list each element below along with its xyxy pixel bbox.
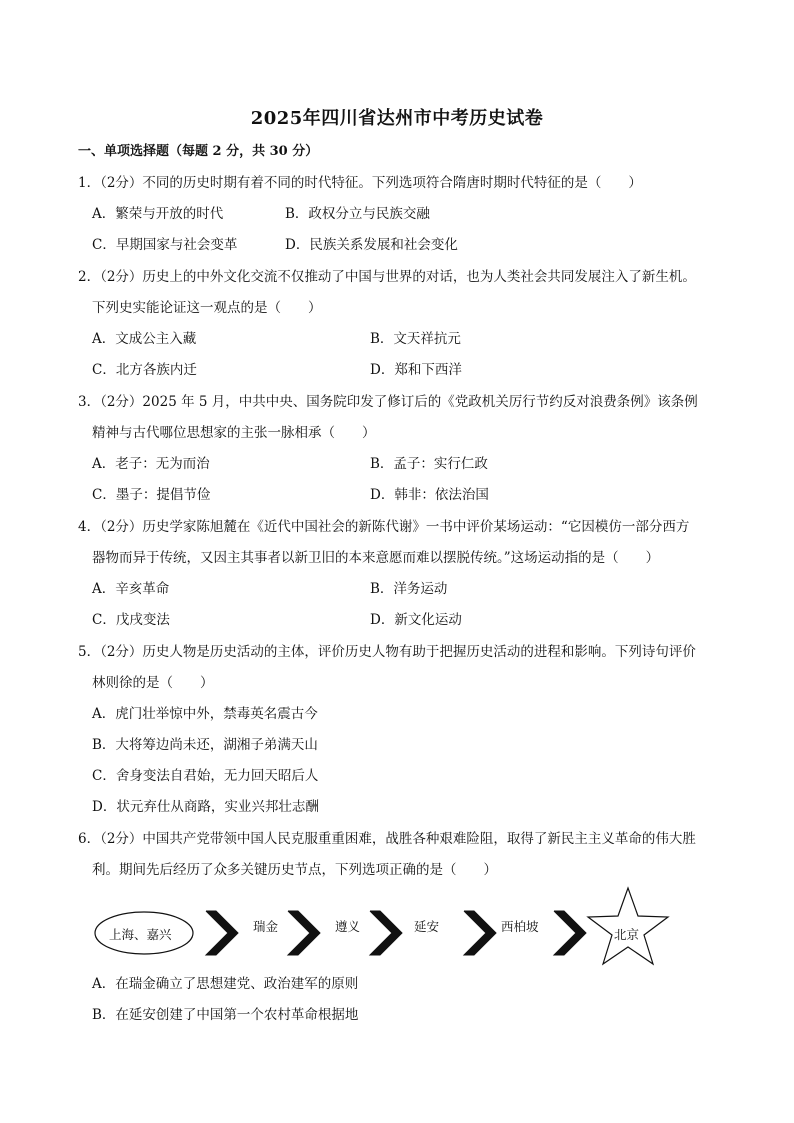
chevron-arrow-icon: [464, 911, 496, 955]
q3-option-c: C．墨子：提倡节俭: [92, 487, 211, 503]
q3-option-b: B．孟子：实行仁政: [370, 456, 488, 472]
q3-option-d: D．韩非：依法治国: [370, 487, 489, 503]
q3-option-a: A．老子：无为而治: [92, 456, 210, 472]
q5-option-c: C．舍身变法自君始，无力回天昭后人: [92, 768, 319, 784]
q4-stem-line1: 4．（2分）历史学家陈旭麓在《近代中国社会的新陈代谢》一书中评价某场运动：“它因模仿一部分西方: [78, 519, 690, 535]
q2-option-c: C．北方各族内迁: [92, 362, 197, 378]
chevron-arrow-icon: [370, 911, 402, 955]
q4-option-c: C．戊戌变法: [92, 612, 170, 628]
q6-stem-line2: 利。期间先后经历了众多关键历史节点，下列选项正确的是（ ）: [92, 862, 497, 878]
q3-stem-line1: 3．（2分）2025 年 5 月，中共中央、国务院印发了修订后的《党政机关厉行节约反对浪费条例》该条例: [78, 394, 698, 410]
flow-node-zunyi: 遵义: [335, 919, 361, 934]
q2-option-b: B．文天祥抗元: [370, 331, 461, 347]
q6-option-a: A．在瑞金确立了思想建党、政治建军的原则: [92, 976, 359, 992]
q1-stem: 1．（2分）不同的历史时期有着不同的时代特征。下列选项符合隋唐时期时代特征的是（ ）: [78, 175, 642, 191]
q1-option-a: A．繁荣与开放的时代: [92, 206, 224, 222]
chevron-arrow-icon: [206, 911, 238, 955]
flow-node-beijing: 北京: [614, 927, 640, 942]
q5-option-b: B．大将筹边尚未还，湖湘子弟满天山: [92, 737, 318, 753]
q2-option-d: D．郑和下西洋: [370, 362, 462, 378]
q5-stem-line1: 5．（2分）历史人物是历史活动的主体，评价历史人物有助于把握历史活动的进程和影响。下列诗句评价: [78, 644, 696, 660]
q4-stem-line2: 器物而异于传统，又因主其事者以新卫旧的本来意愿而难以摆脱传统。”这场运动指的是（ ）: [92, 550, 660, 566]
flow-node-ruijin: 瑞金: [253, 919, 279, 934]
page-title: 2025年四川省达州市中考历史试卷: [250, 108, 544, 129]
q6-stem-line1: 6．（2分）中国共产党带领中国人民克服重重困难，战胜各种艰难险阻，取得了新民主主义革命的伟大胜: [78, 831, 696, 847]
section-heading: 一、单项选择题（每题 2 分，共 30 分）: [78, 144, 319, 159]
q2-stem-line1: 2．（2分）历史上的中外文化交流不仅推动了中国与世界的对话，也为人类社会共同发展注入了新生机。: [78, 269, 696, 285]
q5-option-d: D．状元弃仕从商路，实业兴邦壮志酬: [92, 799, 319, 815]
q1-option-d: D．民族关系发展和社会变化: [285, 237, 458, 253]
q2-option-a: A．文成公主入藏: [92, 331, 197, 347]
flow-diagram-shapes: [92, 886, 672, 982]
q4-option-d: D．新文化运动: [370, 612, 462, 628]
chevron-arrow-icon: [554, 911, 586, 955]
q3-stem-line2: 精神与古代哪位思想家的主张一脉相承（ ）: [92, 425, 376, 441]
q4-option-a: A．辛亥革命: [92, 581, 170, 597]
flow-node-shanghai-jiaxing: 上海、嘉兴: [109, 927, 172, 942]
q5-stem-line2: 林则徐的是（ ）: [92, 675, 214, 691]
revolution-path-diagram: [92, 886, 672, 982]
flow-node-xibaipo: 西柏坡: [501, 919, 539, 934]
q6-option-b: B．在延安创建了中国第一个农村革命根据地: [92, 1007, 359, 1023]
q1-option-c: C．早期国家与社会变革: [92, 237, 238, 253]
q1-option-b: B．政权分立与民族交融: [285, 206, 430, 222]
chevron-arrow-icon: [288, 911, 320, 955]
flow-node-yanan: 延安: [414, 919, 440, 934]
q2-stem-line2: 下列史实能论证这一观点的是（ ）: [92, 300, 322, 316]
q4-option-b: B．洋务运动: [370, 581, 448, 597]
q5-option-a: A．虎门壮举惊中外，禁毒英名震古今: [92, 706, 318, 722]
